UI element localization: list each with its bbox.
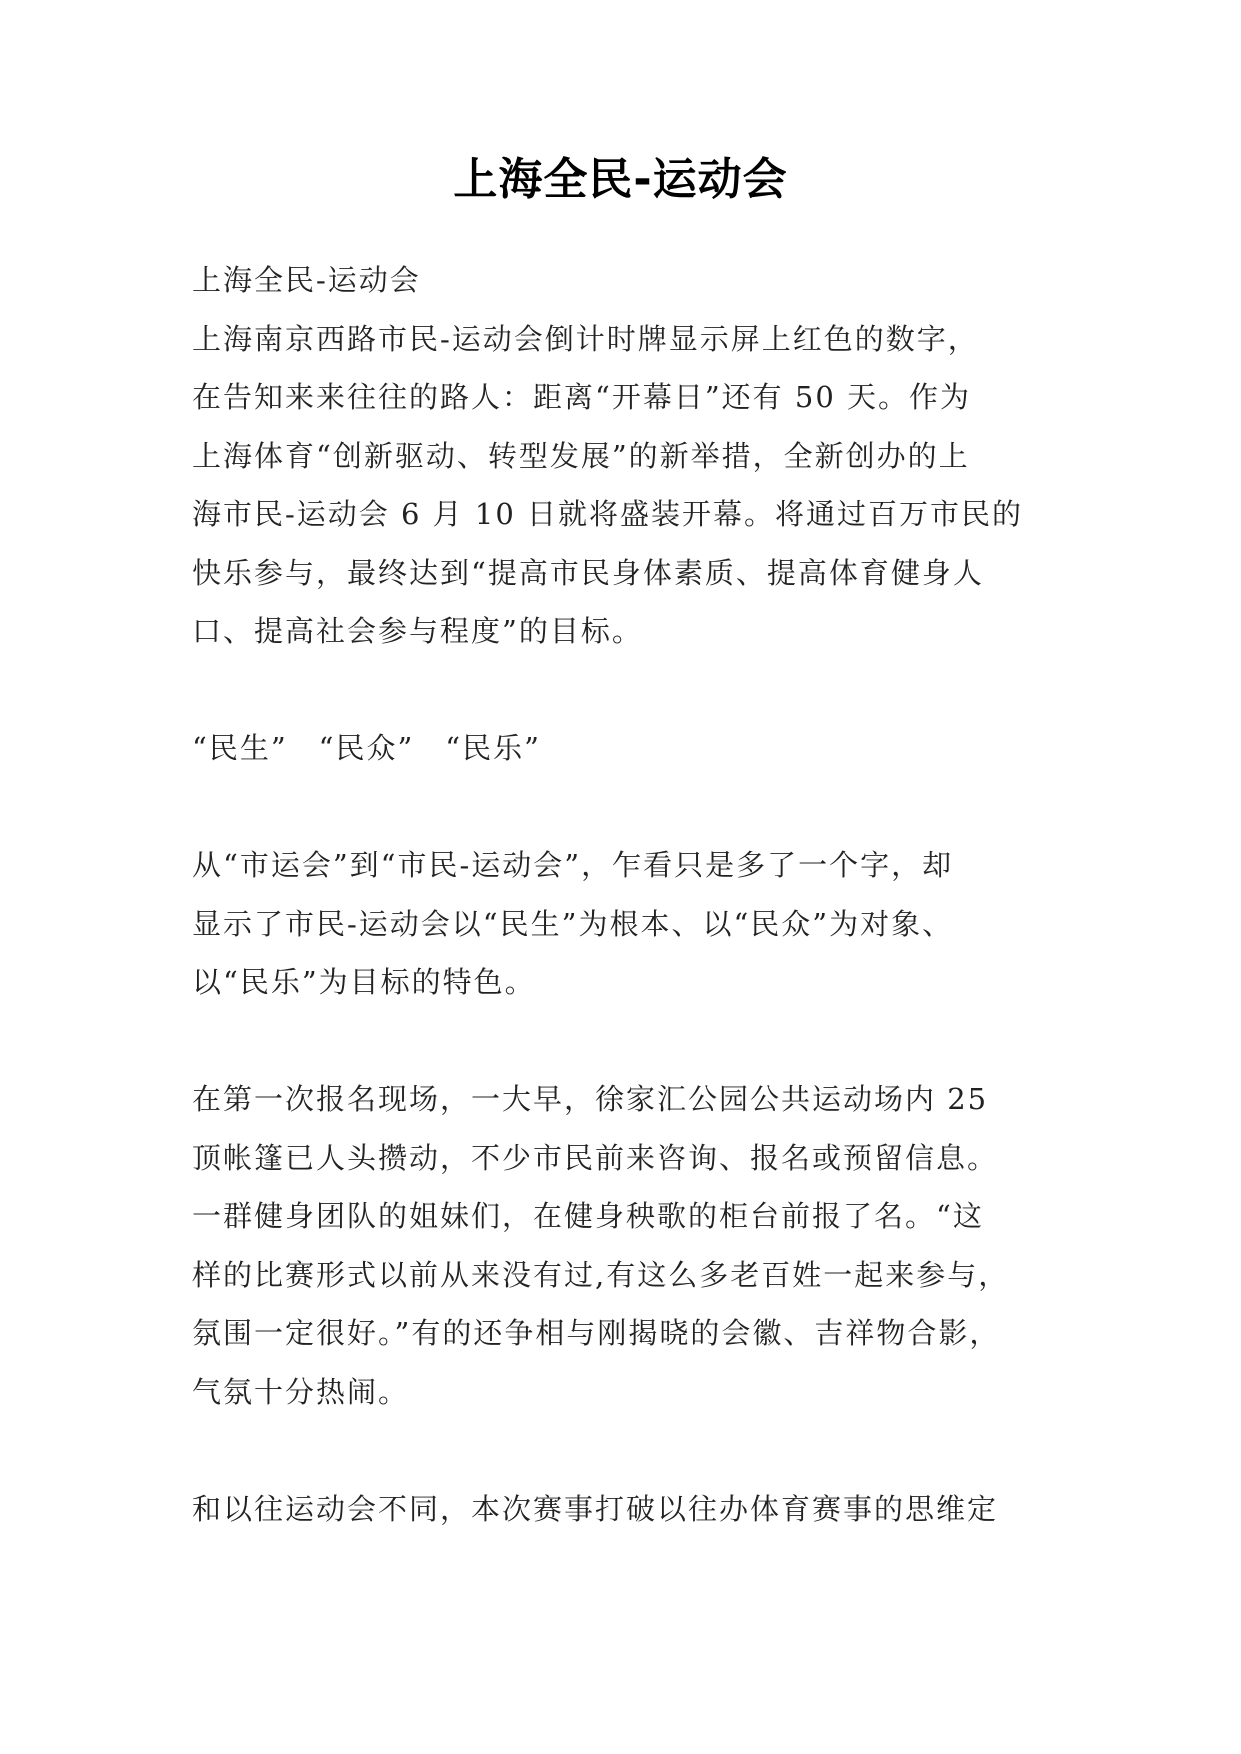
text-line: 从“市运会”到“市民-运动会”，乍看只是多了一个字，却	[192, 848, 954, 882]
text-line: 显示了市民-运动会以“民生”为根本、以“民众”为对象、	[192, 906, 954, 941]
document-title: 上海全民-运动会	[453, 154, 788, 205]
paragraph-gap	[192, 1012, 1082, 1071]
document-body	[192, 251, 1082, 1538]
section-heading: “民生” “民众” “民乐”	[192, 731, 541, 765]
text-line: 顶帐篷已人头攒动，不少市民前来咨询、报名或预留信息。	[192, 1140, 999, 1175]
paragraph-gap	[192, 778, 1082, 837]
text-line: 上海体育“创新驱动、转型发展”的新举措，全新创办的上	[192, 438, 970, 473]
text-line: 和以往运动会不同，本次赛事打破以往办体育赛事的思维定	[192, 1491, 999, 1526]
text-line: 快乐参与，最终达到“提高市民身体素质、提高体育健身人	[192, 555, 984, 590]
paragraph-gap	[192, 661, 1082, 720]
text-line: 口、提高社会参与程度”的目标。	[192, 614, 643, 648]
text-line: 样的比赛形式以前从来没有过,有这么多老百姓一起来参与，	[192, 1257, 1010, 1292]
text-line: 上海南京西路市民-运动会倒计时牌显示屏上红色的数字，	[192, 321, 979, 356]
text-line: 海市民-运动会 6 月 10 日就将盛装开幕。将通过百万市民的	[192, 497, 1024, 531]
text-line: 氛围一定很好。”有的还争相与刚揭晓的会徽、吉祥物合影，	[192, 1316, 1001, 1350]
paragraph-gap	[192, 1421, 1082, 1480]
text-line: 一群健身团队的姐妹们，在健身秧歌的柜台前报了名。“这	[192, 1199, 984, 1233]
text-line: 在告知来来往往的路人：距离“开幕日”还有 50 天。作为	[192, 380, 971, 414]
text-line: 上海全民-运动会	[192, 263, 421, 297]
text-line: 以“民乐”为目标的特色。	[192, 965, 536, 999]
text-line: 在第一次报名现场，一大早，徐家汇公园公共运动场内 25	[192, 1082, 989, 1116]
text-line: 气氛十分热闹。	[192, 1374, 410, 1409]
